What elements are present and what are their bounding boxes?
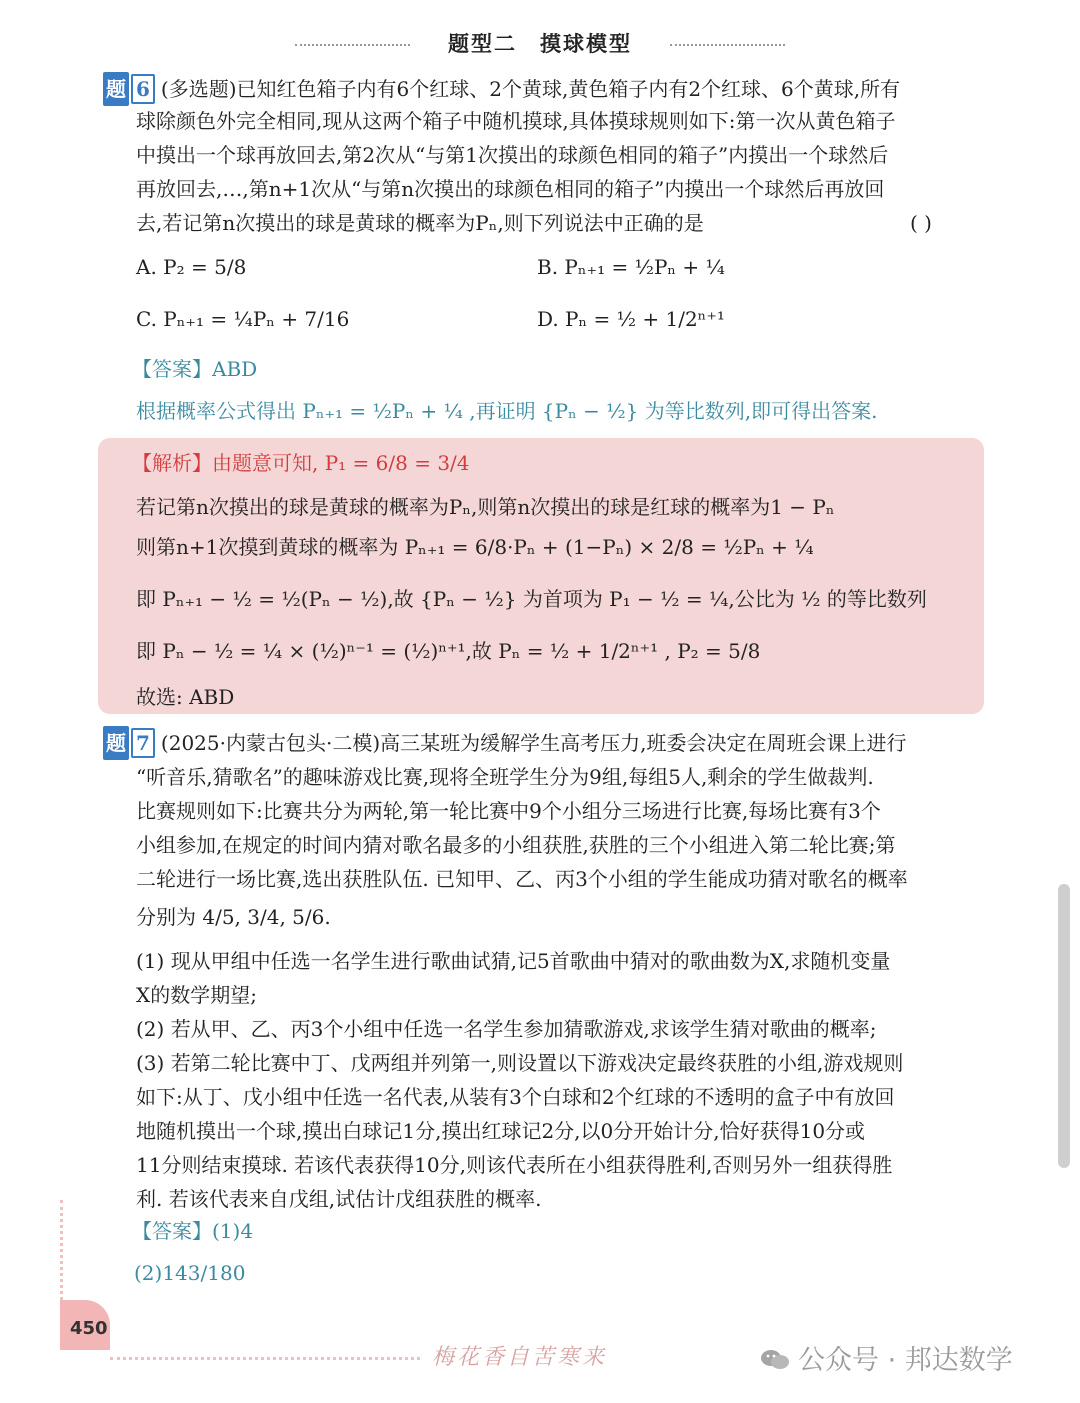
q7-line-8: X的数学期望; bbox=[136, 983, 257, 1007]
page-header bbox=[0, 28, 1080, 58]
q7-line-4: 小组参加,在规定的时间内猜对歌名最多的小组获胜,获胜的三个小组进入第二轮比赛;第 bbox=[136, 833, 896, 857]
q7-line-3: 比赛规则如下:比赛共分为两轮,第一轮比赛中9个小组分三场进行比赛,每场比赛有3个 bbox=[136, 799, 881, 823]
answer-paren: ( ) bbox=[910, 211, 932, 235]
question-tag: 题 bbox=[103, 726, 129, 760]
page-number-tab bbox=[60, 1300, 110, 1350]
q7-line-1 bbox=[103, 726, 907, 760]
analysis-text: 【解析】由题意可知, P₁ = 6/8 = 3/4 bbox=[132, 451, 470, 475]
q6-line-5: 去,若记第n次摸出的球是黄球的概率为Pₙ,则下列说法中正确的是 bbox=[136, 211, 704, 235]
q6-line-4: 再放回去,…,第n+1次从“与第n次摸出的球颜色相同的箱子”内摸出一个球然后再放回 bbox=[136, 177, 885, 201]
option-b: B. Pₙ₊₁ = ½Pₙ + ¼ bbox=[537, 255, 725, 279]
q7-line-12: 地随机摸出一个球,摸出白球记1分,摸出红球记2分,以0分开始计分,恰好获得10分或 bbox=[136, 1119, 866, 1143]
option-d: D. Pₙ = ½ + 1/2ⁿ⁺¹ bbox=[537, 307, 725, 331]
section-title: 题型二 摸球模型 bbox=[448, 31, 632, 56]
q7-line-5: 二轮进行一场比赛,选出获胜队伍. 已知甲、乙、丙3个小组的学生能成功猜对歌名的概率 bbox=[136, 867, 908, 891]
question-number: 6 bbox=[131, 74, 155, 104]
question-number: 7 bbox=[131, 728, 155, 758]
q7-answer-2: (2)143/180 bbox=[134, 1261, 246, 1285]
option-a: A. P₂ = 5/8 bbox=[136, 255, 247, 279]
q7-line-7: (1) 现从甲组中任选一名学生进行歌曲试猜,记5首歌曲中猜对的歌曲数为X,求随机变量 bbox=[136, 949, 891, 973]
q7-line-10: (3) 若第二轮比赛中丁、戊两组并列第一,则设置以下游戏决定最终获胜的小组,游戏规则 bbox=[136, 1051, 904, 1075]
q7-line-14: 利. 若该代表来自戊组,试估计戊组获胜的概率. bbox=[136, 1187, 542, 1211]
q7-line-9: (2) 若从甲、乙、丙3个小组中任选一名学生参加猜歌游戏,求该学生猜对歌曲的概率; bbox=[136, 1017, 877, 1041]
analysis-line-6: 故选: ABD bbox=[136, 685, 235, 709]
question-tag: 题 bbox=[103, 72, 129, 106]
wechat-icon bbox=[760, 1348, 790, 1372]
q7-line-2: “听音乐,猜歌名”的趣味游戏比赛,现将全班学生分为9组,每组5人,剩余的学生做裁判. bbox=[136, 765, 874, 789]
margin-dots bbox=[60, 1200, 63, 1300]
analysis-line-2: 若记第n次摸出的球是黄球的概率为Pₙ,则第n次摸出的球是红球的概率为1 − Pₙ bbox=[136, 495, 835, 519]
analysis-line-4: 即 Pₙ₊₁ − ½ = ½(Pₙ − ½),故 {Pₙ − ½} 为首项为 P₁ − ½ = ¼,公比为 ½ 的等比数列 bbox=[136, 587, 927, 611]
q7-line-6: 分别为 4/5, 3/4, 5/6. bbox=[136, 905, 331, 929]
q7-line-13: 11分则结束摸球. 若该代表获得10分,则该代表所在小组获得胜利,否则另外一组获得胜 bbox=[136, 1153, 893, 1177]
q6-text: (多选题)已知红色箱子内有6个红球、2个黄球,黄色箱子内有2个红球、6个黄球,所有 bbox=[160, 77, 901, 101]
watermark-text: 公众号 · 邦达数学 bbox=[798, 1345, 1013, 1376]
q7-line-11: 如下:从丁、戊小组中任选一名代表,从装有3个白球和2个红球的不透明的盒子中有放回 bbox=[136, 1085, 895, 1109]
scrollbar[interactable] bbox=[1058, 884, 1070, 1168]
q6-line-2: 球除颜色外完全相同,现从这两个箱子中随机摸球,具体摸球规则如下:第一次从黄色箱子 bbox=[136, 109, 896, 133]
footer-dots-left bbox=[110, 1357, 420, 1360]
page-number: 450 bbox=[70, 1318, 108, 1339]
footer-motto: 梅花香自苦寒来 bbox=[432, 1345, 608, 1370]
q7-answer-1: 【答案】(1)4 bbox=[132, 1219, 254, 1243]
q7-text: (2025·内蒙古包头·二模)高三某班为缓解学生高考压力,班委会决定在周班会课上进行 bbox=[160, 731, 907, 755]
q6-hint: 根据概率公式得出 Pₙ₊₁ = ½Pₙ + ¼ ,再证明 {Pₙ − ½} 为等比数列,即可得出答案. bbox=[136, 399, 878, 423]
option-c: C. Pₙ₊₁ = ¼Pₙ + 7/16 bbox=[136, 307, 350, 331]
q6-line-3: 中摸出一个球再放回去,第2次从“与第1次摸出的球颜色相同的箱子”内摸出一个球然后 bbox=[136, 143, 889, 167]
q6-line-1 bbox=[103, 72, 900, 106]
analysis-line-5: 即 Pₙ − ½ = ¼ × (½)ⁿ⁻¹ = (½)ⁿ⁺¹,故 Pₙ = ½ + 1/2ⁿ⁺¹ , P₂ = 5/8 bbox=[136, 639, 761, 663]
analysis-line-3: 则第n+1次摸到黄球的概率为 Pₙ₊₁ = 6/8·Pₙ + (1−Pₙ) × 2/8 = ½Pₙ + ¼ bbox=[136, 535, 814, 559]
analysis-line-1 bbox=[132, 446, 470, 480]
watermark bbox=[760, 1338, 1013, 1377]
q6-answer: 【答案】ABD bbox=[132, 357, 258, 381]
